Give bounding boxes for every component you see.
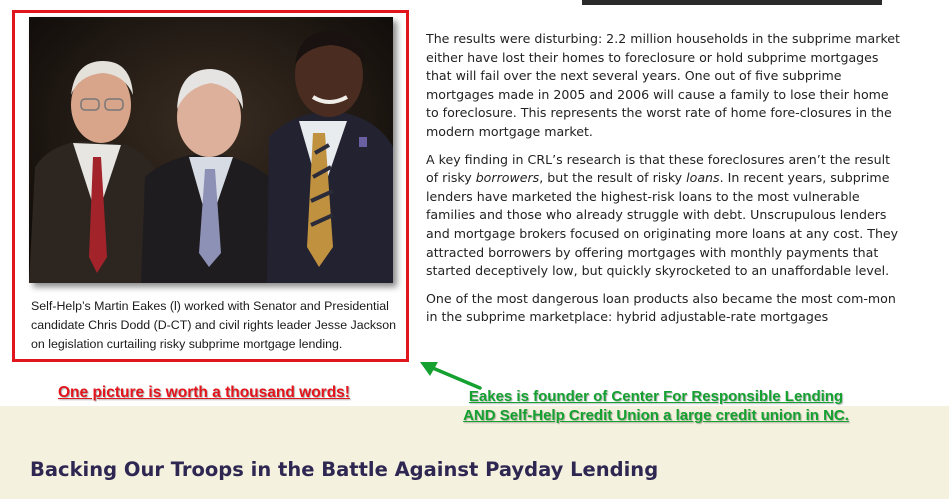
photo-caption: Self-Help’s Martin Eakes (l) worked with Senator and Presidential candidate Chris Dodd (D-CT) and civil rights leader Jesse Jackson on legislation curtailing risky subprime mortgage lending. bbox=[31, 299, 396, 351]
red-annotation: One picture is worth a thousand words! bbox=[58, 384, 350, 401]
photo-highlight-frame bbox=[12, 10, 409, 362]
emphasis-loans: loans bbox=[686, 170, 720, 186]
paragraph-2-text-b: , but the result of risky bbox=[539, 170, 687, 186]
photo-three-men bbox=[29, 17, 393, 283]
section-heading: Backing Our Troops in the Battle Against Payday Lending bbox=[30, 458, 659, 481]
emphasis-borrowers: borrowers bbox=[475, 170, 540, 186]
article-paragraph-2 bbox=[426, 151, 904, 281]
paragraph-2-text-c: . In recent years, subprime lenders have marketed the highest-risk loans to the most vulnerable families and those who already struggle with debt. Unscrupulous lenders and mortgage brokers focused on originating more loans at any cost. They attracted borrowers by offering mortgages with monthly payments that started deceptively low, but quickly skyrocketed to an unaffordable level. bbox=[426, 170, 899, 279]
article-paragraph-1: The results were disturbing: 2.2 million households in the subprime market either have lost their homes to foreclosure or hold subprime mortgages that will fail over the next several years. One out of five subprime mortgages made in 2005 and 2006 will cause a family to lose their home to foreclosure. This represents the worst rate of home fore-closures in the modern mortgage market. bbox=[426, 31, 900, 139]
article-body bbox=[426, 30, 904, 336]
photo-illustration bbox=[29, 17, 393, 283]
paragraph-2-text-a: A key finding in CRL’s research is that these foreclosures aren’t the result of risky bbox=[426, 151, 891, 186]
article-paragraph-3: One of the most dangerous loan products also became the most com-mon in the subprime marketplace: hybrid adjustable-rate mortgages bbox=[426, 290, 896, 325]
top-image-edge bbox=[582, 0, 882, 5]
green-annotation: Eakes is founder of Center For Responsible Lending AND Self-Help Credit Union a large credit union in NC. bbox=[463, 388, 849, 424]
